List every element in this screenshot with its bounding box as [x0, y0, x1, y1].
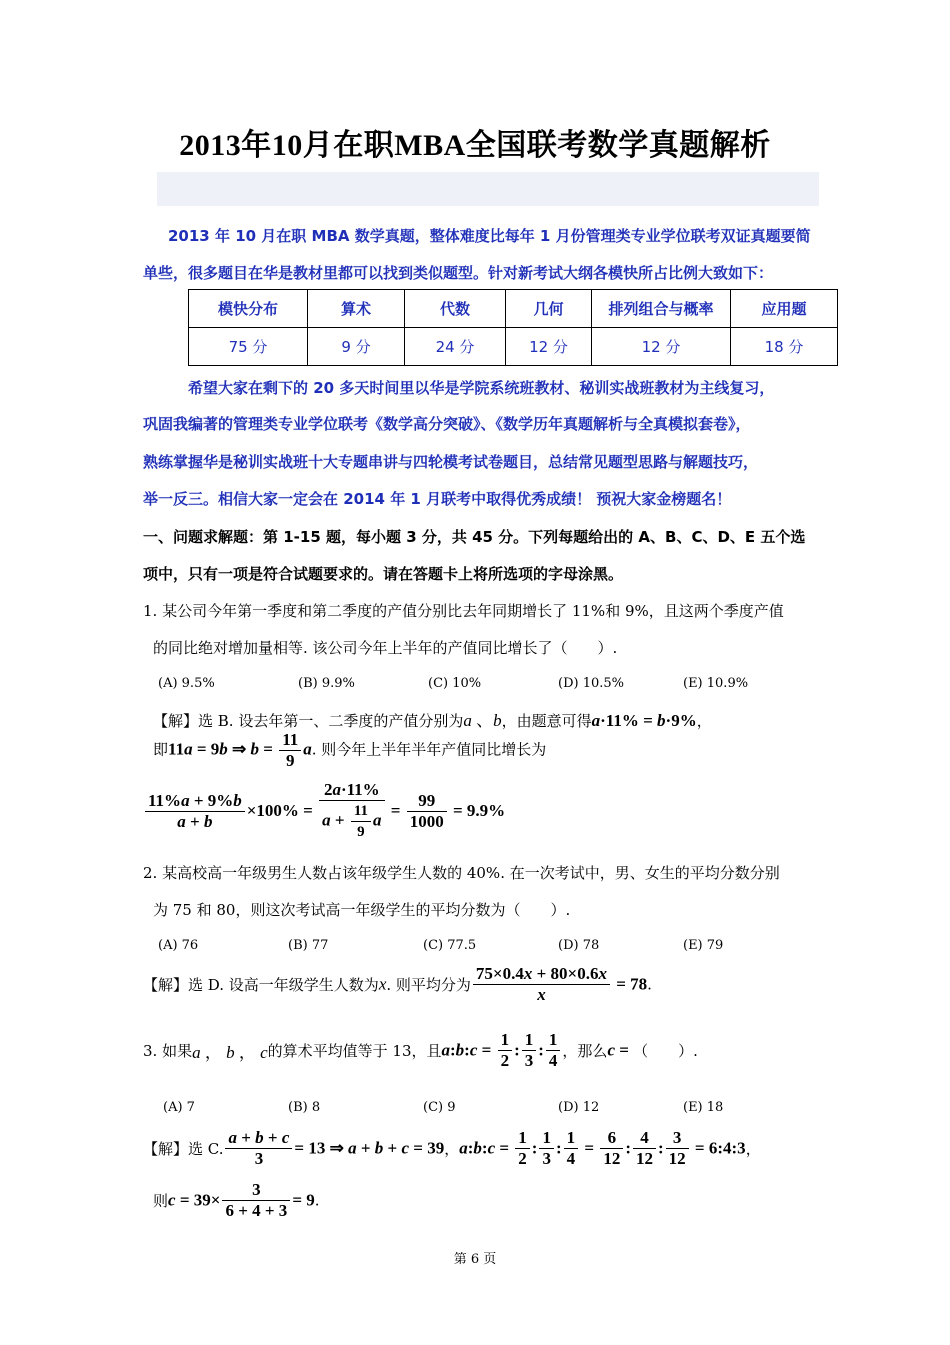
advice-line-4: 举一反三。相信大家一定会在 2014 年 1 月联考中取得优秀成绩！ 预祝大家金榜题名！	[143, 490, 732, 508]
math-fraction: $\frac{a + b + c}{3}$	[225, 1128, 292, 1169]
section-heading-line-2: 项中，只有一项是符合试题要求的。请在答题卡上将所选项的字母涂黑。	[143, 565, 624, 583]
table-header-cell: 算术	[308, 290, 405, 328]
q2-stem-line-2: 为 75 和 80，则这次考试高一年级学生的平均分数为（ ）.	[153, 901, 571, 919]
intro-line-2: 单些，很多题目在华是教材里都可以找到类似题型。针对新考试大纲各模快所占比例大致如下：	[143, 264, 774, 282]
table-cell: 18 分	[731, 328, 838, 366]
q2-solution-prefix: 【解】选 D. 设高一年级学生人数为	[143, 976, 379, 994]
math-fraction: $\frac{6}{12}$	[600, 1128, 623, 1169]
q3-stem: 3. 如果a ， b ， c的算术平均值等于 13，且a:b:c = $\frac{1}{2}$ : $\frac{1}{3}$ : $\frac{1}{4}$ ，那么c = （ ）.	[143, 1030, 698, 1070]
math-expr: a ， b ， c	[192, 1043, 268, 1062]
advice-line-2: 巩固我编著的管理类专业学位联考《数学高分突破》、《数学历年真题解析与全真模拟套卷》，	[143, 415, 751, 433]
math-fraction: $\frac{1}{2}$	[515, 1128, 530, 1169]
q3-option-e: (E) 18	[683, 1100, 724, 1115]
q2-option-d: (D) 78	[558, 938, 600, 953]
q1-option-a: (A) 9.5%	[158, 676, 215, 691]
q3-solution-prefix: 【解】选 C.	[143, 1140, 224, 1158]
table-header-cell: 模快分布	[189, 290, 308, 328]
q1-solution-line-2	[153, 730, 546, 771]
math-fraction: $\frac{1}{2}$	[498, 1030, 513, 1071]
q3-option-a: (A) 7	[163, 1100, 195, 1115]
q1-option-b: (B) 9.9%	[298, 676, 355, 691]
q2-solution-mid: . 则平均分为	[386, 976, 471, 994]
q3-stem-prefix: 3. 如果	[143, 1042, 193, 1060]
section-heading-line-1: 一、问题求解题：第 1-15 题，每小题 3 分，共 45 分。下列每题给出的 A、B、C、D、E 五个选	[143, 528, 806, 546]
math-fraction: $\frac{11\%a + 9\%b}{a + b}$	[145, 791, 245, 832]
math-fraction: $\frac{1}{3}$	[539, 1128, 554, 1169]
q3-stem-mid: 的算术平均值等于 13，且	[267, 1042, 442, 1060]
math-expr: a:b:c =	[441, 1040, 496, 1060]
table-header-cell: 几何	[506, 290, 592, 328]
page-number: 第 6 页	[453, 1252, 497, 1267]
table-header-cell: 代数	[405, 290, 506, 328]
q2-stem-line-1: 2. 某高校高一年级男生人数占该年级学生人数的 40%. 在一次考试中，男、女生的平均分数分别	[143, 864, 780, 882]
q2-solution: 【解】选 D. 设高一年级学生人数为x. 则平均分为 $\frac{75\times 0.4x + 80\times 0.6x}{x}$ = 78.	[143, 964, 652, 1004]
math-fraction: $\frac{4}{12}$	[633, 1128, 656, 1169]
q3-solution-line-1: 【解】选 C. $\frac{a + b + c}{3}$ = 13 ⇒ a + b + c = 39，a:b:c = $\frac{1}{2}$ : $\frac{1}{3}$ : $\frac{1}{4}$ = $\frac{6}{12}$ : $\frac{4}{12}$ : $\frac{3}{12}$ = 6:4:3，	[143, 1128, 761, 1168]
table-cell: 12 分	[506, 328, 592, 366]
table-cell: 12 分	[592, 328, 731, 366]
q1-option-c: (C) 10%	[428, 676, 482, 691]
math-expr: a	[303, 739, 312, 759]
q1-solution-line-1: 【解】选 B. 设去年第一、二季度的产值分别为a 、b，由题意可得a·11% = b·9%，	[153, 711, 712, 730]
q1-option-d: (D) 10.5%	[558, 676, 624, 691]
q3-option-b: (B) 8	[288, 1100, 321, 1115]
q1-solution-line2-prefix: 即	[153, 740, 169, 759]
table-header-cell: 排列组合与概率	[592, 290, 731, 328]
math-fraction: $\frac{3}{6 + 4 + 3}$	[222, 1180, 290, 1221]
table-cell: 9 分	[308, 328, 405, 366]
q1-solution-formula: $\frac{11\%a + 9\%b}{a + b}$ ×100% = 2a·11% a + $\frac{11}{9}$ a = $\frac{99}{1000}$ = 9.9%	[143, 780, 505, 842]
math-fraction: $\frac{11}{9}$	[279, 730, 301, 771]
math-fraction: $\frac{1}{3}$	[522, 1030, 537, 1071]
math-expr: 11a = 9b ⇒ b =	[168, 739, 278, 759]
q1-solution-mid: ，由题意可得	[501, 712, 592, 730]
q3-stem-suffix: ，那么	[562, 1042, 608, 1060]
math-fraction: $\frac{1}{4}$	[564, 1128, 579, 1169]
math-fraction: $\frac{99}{1000}$	[407, 791, 447, 832]
page-title: 2013年10月在职MBA全国联考数学真题解析	[179, 129, 771, 162]
q3-option-c: (C) 9	[423, 1100, 456, 1115]
advice-line-1: 希望大家在剩下的 20 多天时间里以华是学院系统班教材、秘训实战班教材为主线复习，	[188, 379, 775, 397]
q2-option-c: (C) 77.5	[423, 938, 477, 953]
module-distribution-table	[188, 289, 838, 366]
q1-solution-prefix: 【解】选 B. 设去年第一、二季度的产值分别为	[153, 712, 464, 730]
advice-line-3: 熟练掌握华是秘训实战班十大专题串讲与四轮模考试卷题目，总结常见题型思路与解题技巧，	[143, 453, 759, 471]
math-expr: c =	[607, 1040, 634, 1060]
q1-stem-line-1: 1. 某公司今年第一季度和第二季度的产值分别比去年同期增长了 11%和 9%，且这两个季度产值	[143, 602, 784, 620]
q3-solution-line2-prefix: 则	[153, 1192, 169, 1210]
math-fraction: $\frac{75\times 0.4x + 80\times 0.6x}{x}$	[473, 964, 610, 1005]
math-fraction: $\frac{1}{4}$	[546, 1030, 561, 1071]
table-header-row	[189, 290, 838, 328]
q2-option-b: (B) 77	[288, 938, 329, 953]
table-cell: 24 分	[405, 328, 506, 366]
table-row	[189, 328, 838, 366]
math-fraction: $\frac{3}{12}$	[666, 1128, 689, 1169]
table-header-cell: 应用题	[731, 290, 838, 328]
q3-option-d: (D) 12	[558, 1100, 600, 1115]
math-expr: x	[378, 974, 387, 994]
q1-stem-line-2: 的同比绝对增加量相等. 该公司今年上半年的产值同比增长了（ ）.	[153, 639, 618, 657]
q1-solution-line2-suffix: . 则今年上半年半年产值同比增长为	[311, 740, 547, 759]
math-fraction: 2a·11% a + $\frac{11}{9}$ a	[319, 780, 384, 842]
intro-line-1: 2013 年 10 月在职 MBA 数学真题，整体难度比每年 1 月份管理类专业学位联考双证真题要简	[168, 227, 811, 245]
q3-solution-line-2: 则c = 39× $\frac{3}{6 + 4 + 3}$ = 9.	[153, 1180, 320, 1220]
q3-stem-end: （ ）.	[633, 1042, 698, 1060]
q2-option-e: (E) 79	[683, 938, 724, 953]
title-banner	[157, 172, 819, 206]
table-cell: 75 分	[189, 328, 308, 366]
math-expr: a 、b	[463, 711, 502, 730]
q2-option-a: (A) 76	[158, 938, 199, 953]
math-expr: a·11% = b·9%	[591, 711, 697, 730]
q1-option-e: (E) 10.9%	[683, 676, 749, 691]
